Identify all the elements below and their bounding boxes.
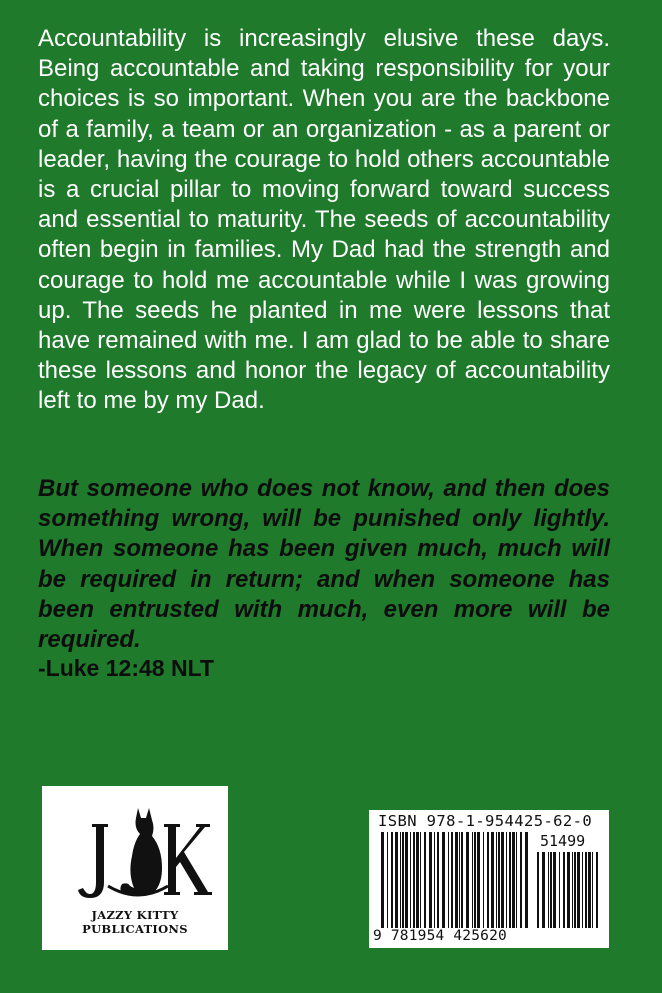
publisher-logo	[42, 786, 228, 950]
ean-digits: 9 781954 425620	[373, 928, 507, 944]
back-cover-blurb: Accountability is increasingly elusive these days. Being accountable and taking responsibility for your choices is so important. When you are the backbone of a family, a team or an organization - as a parent or leader, having the courage to hold others accountable is a crucial pillar to moving forward toward success and essential to maturity. The seeds of accountability often begin in families. My Dad had the strength and courage to hold me accountable while I was growing up. The seeds he planted in me were lessons that have remained with me. I am glad to be able to share these lessons and honor the legacy of accountability left to me by my Dad.	[38, 25, 610, 415]
scripture-quote: But someone who does not know, and then does something wrong, will be punished only lightly. When someone has been given much, much will be required in return; and when someone has been entrusted with much, even more will be required.	[38, 475, 610, 654]
isbn-barcode	[369, 810, 609, 948]
price-code: 51499	[540, 832, 586, 850]
isbn-label: ISBN 978-1-954425-62-0	[378, 812, 593, 830]
publisher-name-line1: JAZZY KITTY	[91, 908, 179, 922]
scripture-citation: -Luke 12:48 NLT	[38, 655, 214, 681]
publisher-name-line2: PUBLICATIONS	[82, 922, 188, 936]
